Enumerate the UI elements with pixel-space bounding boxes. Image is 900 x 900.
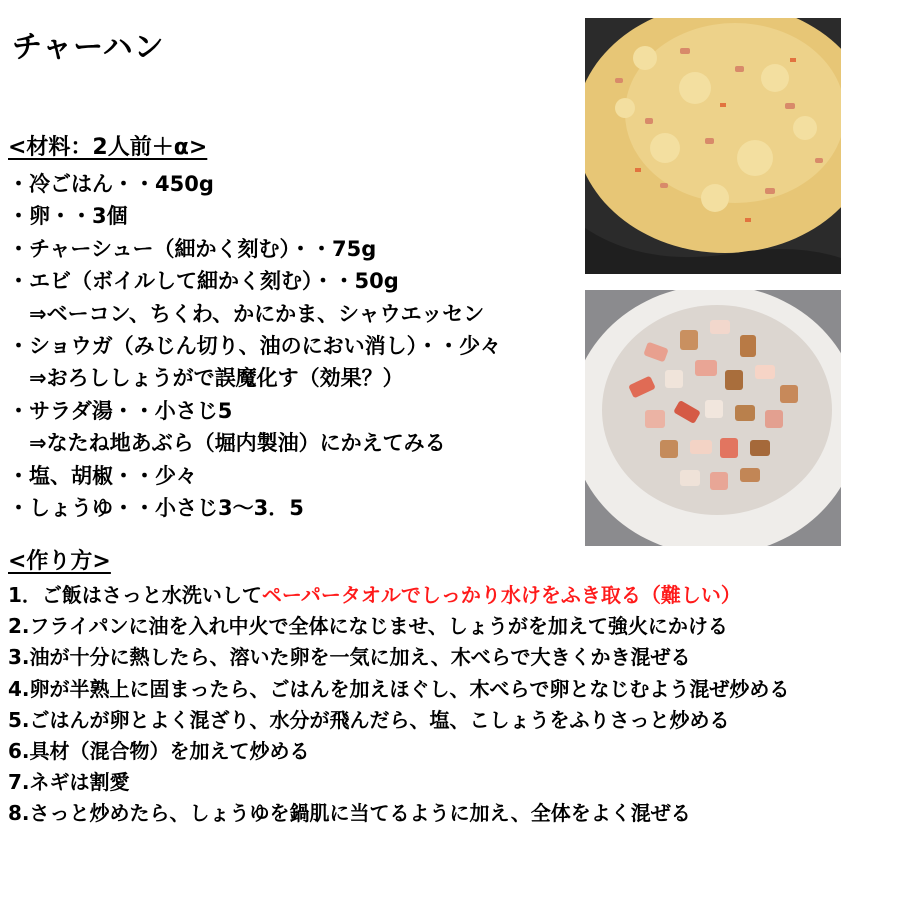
ingredient-item: ・サラダ湯・・小さじ5 xyxy=(8,398,233,423)
step-1-text: 1．ご飯はさっと水洗いして xyxy=(8,583,262,607)
step-item: 3.油が十分に熱したら、溶いた卵を一気に加え、木べらで大きくかき混ぜる xyxy=(8,645,691,670)
ingredient-item: ・しょうゆ・・小さじ3～3．5 xyxy=(8,496,304,521)
recipe-title: チャーハン xyxy=(12,30,165,65)
ingredient-item: ・塩、胡椒・・少々 xyxy=(8,463,197,488)
fried-rice-photo xyxy=(585,18,841,274)
ingredient-item: ・チャーシュー（細かく刻む）・・75g xyxy=(8,236,377,261)
step-item: 5.ごはんが卵とよく混ざり、水分が飛んだら、塩、こしょうをふりさっと炒める xyxy=(8,707,730,732)
chopped-ingredients-photo xyxy=(585,290,841,546)
ingredients-list xyxy=(8,168,578,524)
steps-heading: <作り方> xyxy=(8,549,111,574)
ingredient-item: ・卵・・3個 xyxy=(8,204,128,229)
step-item: 6.具材（混合物）を加えて炒める xyxy=(8,739,310,764)
ingredients-heading: <材料：2人前＋α> xyxy=(8,135,208,160)
ingredient-substitute: ⇒なたね地あぶら（堀内製油）にかえてみる xyxy=(8,431,446,456)
steps-list xyxy=(8,580,892,830)
step-item: 8.さっと炒めたら、しょうゆを鍋肌に当てるように加え、全体をよく混ぜる xyxy=(8,801,691,826)
ingredient-item: ・冷ごはん・・450g xyxy=(8,172,214,196)
step-item: 2.フライパンに油を入れ中火で全体になじませ、しょうがを加えて強火にかける xyxy=(8,614,728,639)
ingredient-item: ・エビ（ボイルして細かく刻む）・・50g xyxy=(8,269,399,294)
step-1-highlight: ペーパータオルでしっかり水けをふき取る（難しい） xyxy=(261,583,741,607)
step-item: 4.卵が半熟上に固まったら、ごはんを加えほぐし、木べらで卵となじむよう混ぜ炒める xyxy=(8,676,790,701)
step-item: 7.ネギは割愛 xyxy=(8,770,130,795)
ingredient-item: ・ショウガ（みじん切り、油のにおい消し）・・少々 xyxy=(8,334,502,359)
step-item xyxy=(8,580,892,611)
ingredient-substitute: ⇒おろししょうがで誤魔化す（効果？） xyxy=(8,366,404,391)
ingredient-substitute: ⇒ベーコン、ちくわ、かにかま、シャウエッセン xyxy=(8,301,485,326)
